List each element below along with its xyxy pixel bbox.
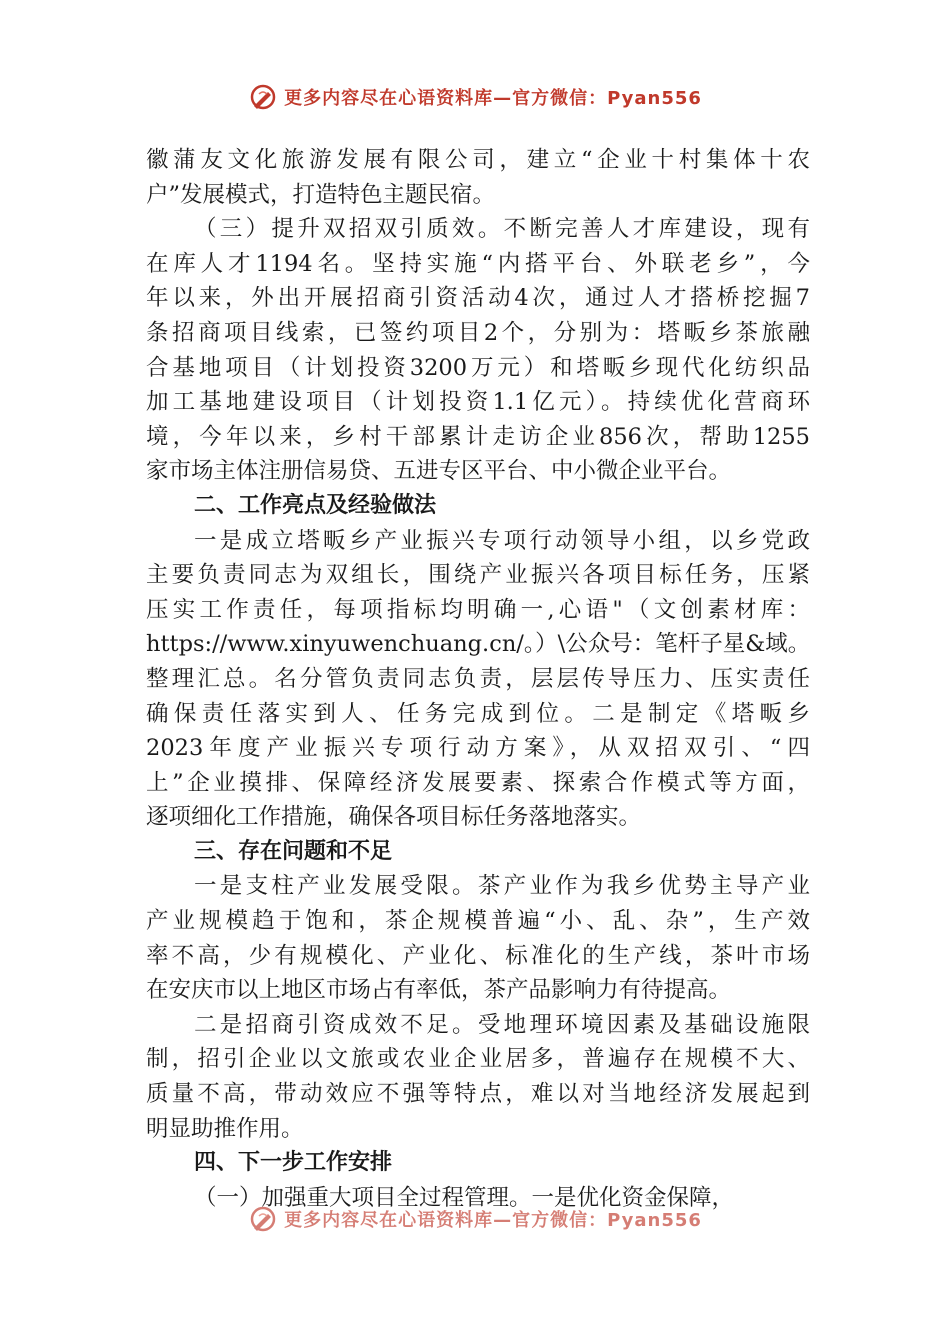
text-line: 率不高，少有规模化、产业化、标准化的生产线，茶叶市场 — [146, 942, 810, 969]
text-line: 2023年度产业振兴专项行动方案》，从双招双引、“四 — [146, 735, 810, 762]
section-heading: 四、下一步工作安排 — [194, 1150, 393, 1176]
section-heading: 三、存在问题和不足 — [194, 838, 393, 864]
text-line: 合基地项目（计划投资3200万元）和塔畈乡现代化纺织品 — [146, 354, 810, 381]
watermark-text: 更多内容尽在心语资料库—官方微信：Pyan556 — [284, 1210, 702, 1231]
paragraph-start: 一是支柱产业发展受限。茶产业作为我乡优势主导产业 — [194, 873, 810, 900]
text-line: 质量不高，带动效应不强等特点，难以对当地经济发展起到 — [146, 1081, 810, 1108]
paragraph-start: （一）加强重大项目全过程管理。一是优化资金保障， — [194, 1184, 735, 1211]
section-heading: 二、工作亮点及经验做法 — [194, 492, 437, 518]
paragraph-start: （三）提升双招双引质效。不断完善人才库建设，现有 — [194, 216, 810, 243]
pen-swirl-logo-icon — [248, 1204, 278, 1234]
text-line: 主要负责同志为双组长，围绕产业振兴各项目标任务，压紧 — [146, 562, 810, 589]
text-line: 压实工作责任，每项指标均明确一,心语"（文创素材库： — [146, 596, 810, 623]
text-line: 在安庆市以上地区市场占有率低，茶产品影响力有待提高。 — [146, 977, 732, 1004]
watermark-header — [0, 82, 950, 122]
text-line: 年以来，外出开展招商引资活动4次，通过人才搭桥挖掘7 — [146, 285, 810, 312]
pen-swirl-logo-icon — [248, 82, 278, 112]
text-line: 境，今年以来，乡村干部累计走访企业856次，帮助1255 — [146, 423, 810, 450]
text-line: 条招商项目线索，已签约项目2个，分别为：塔畈乡茶旅融 — [146, 319, 810, 346]
text-line: 家市场主体注册信易贷、五进专区平台、中小微企业平台。 — [146, 458, 732, 485]
document-body — [146, 143, 810, 1215]
text-line: 徽蒲友文化旅游发展有限公司，建立“企业十村集体十农 — [146, 147, 810, 173]
text-line: https://www.xinyuwenchuang.cn/。）\公众号：笔杆子星&域。 — [146, 631, 811, 658]
text-line: 户”发展模式，打造特色主题民宿。 — [146, 181, 496, 208]
watermark-footer — [0, 1204, 950, 1244]
text-line: 加工基地建设项目（计划投资1.1亿元）。持续优化营商环 — [146, 389, 810, 416]
text-line: 上”企业摸排、保障经济发展要素、探索合作模式等方面， — [146, 769, 810, 796]
text-line: 确保责任落实到人、任务完成到位。二是制定《塔畈乡 — [146, 700, 810, 727]
text-line: 逐项细化工作措施，确保各项目标任务落地落实。 — [146, 804, 642, 831]
paragraph-start: 二是招商引资成效不足。受地理环境因素及基础设施限 — [194, 1011, 810, 1038]
watermark-text: 更多内容尽在心语资料库—官方微信：Pyan556 — [284, 88, 702, 109]
text-line: 明显助推作用。 — [146, 1115, 304, 1142]
text-line: 整理汇总。名分管负责同志负责，层层传导压力、压实责任 — [146, 665, 810, 692]
text-line: 制，招引企业以文旅或农业企业居多，普遍存在规模不大、 — [146, 1046, 810, 1073]
text-line: 产业规模趋于饱和，茶企规模普遍“小、乱、杂”，生产效 — [146, 908, 810, 935]
text-line: 在库人才1194名。坚持实施“内搭平台、外联老乡”，今 — [146, 250, 810, 277]
paragraph-start: 一是成立塔畈乡产业振兴专项行动领导小组，以乡党政 — [194, 527, 810, 554]
